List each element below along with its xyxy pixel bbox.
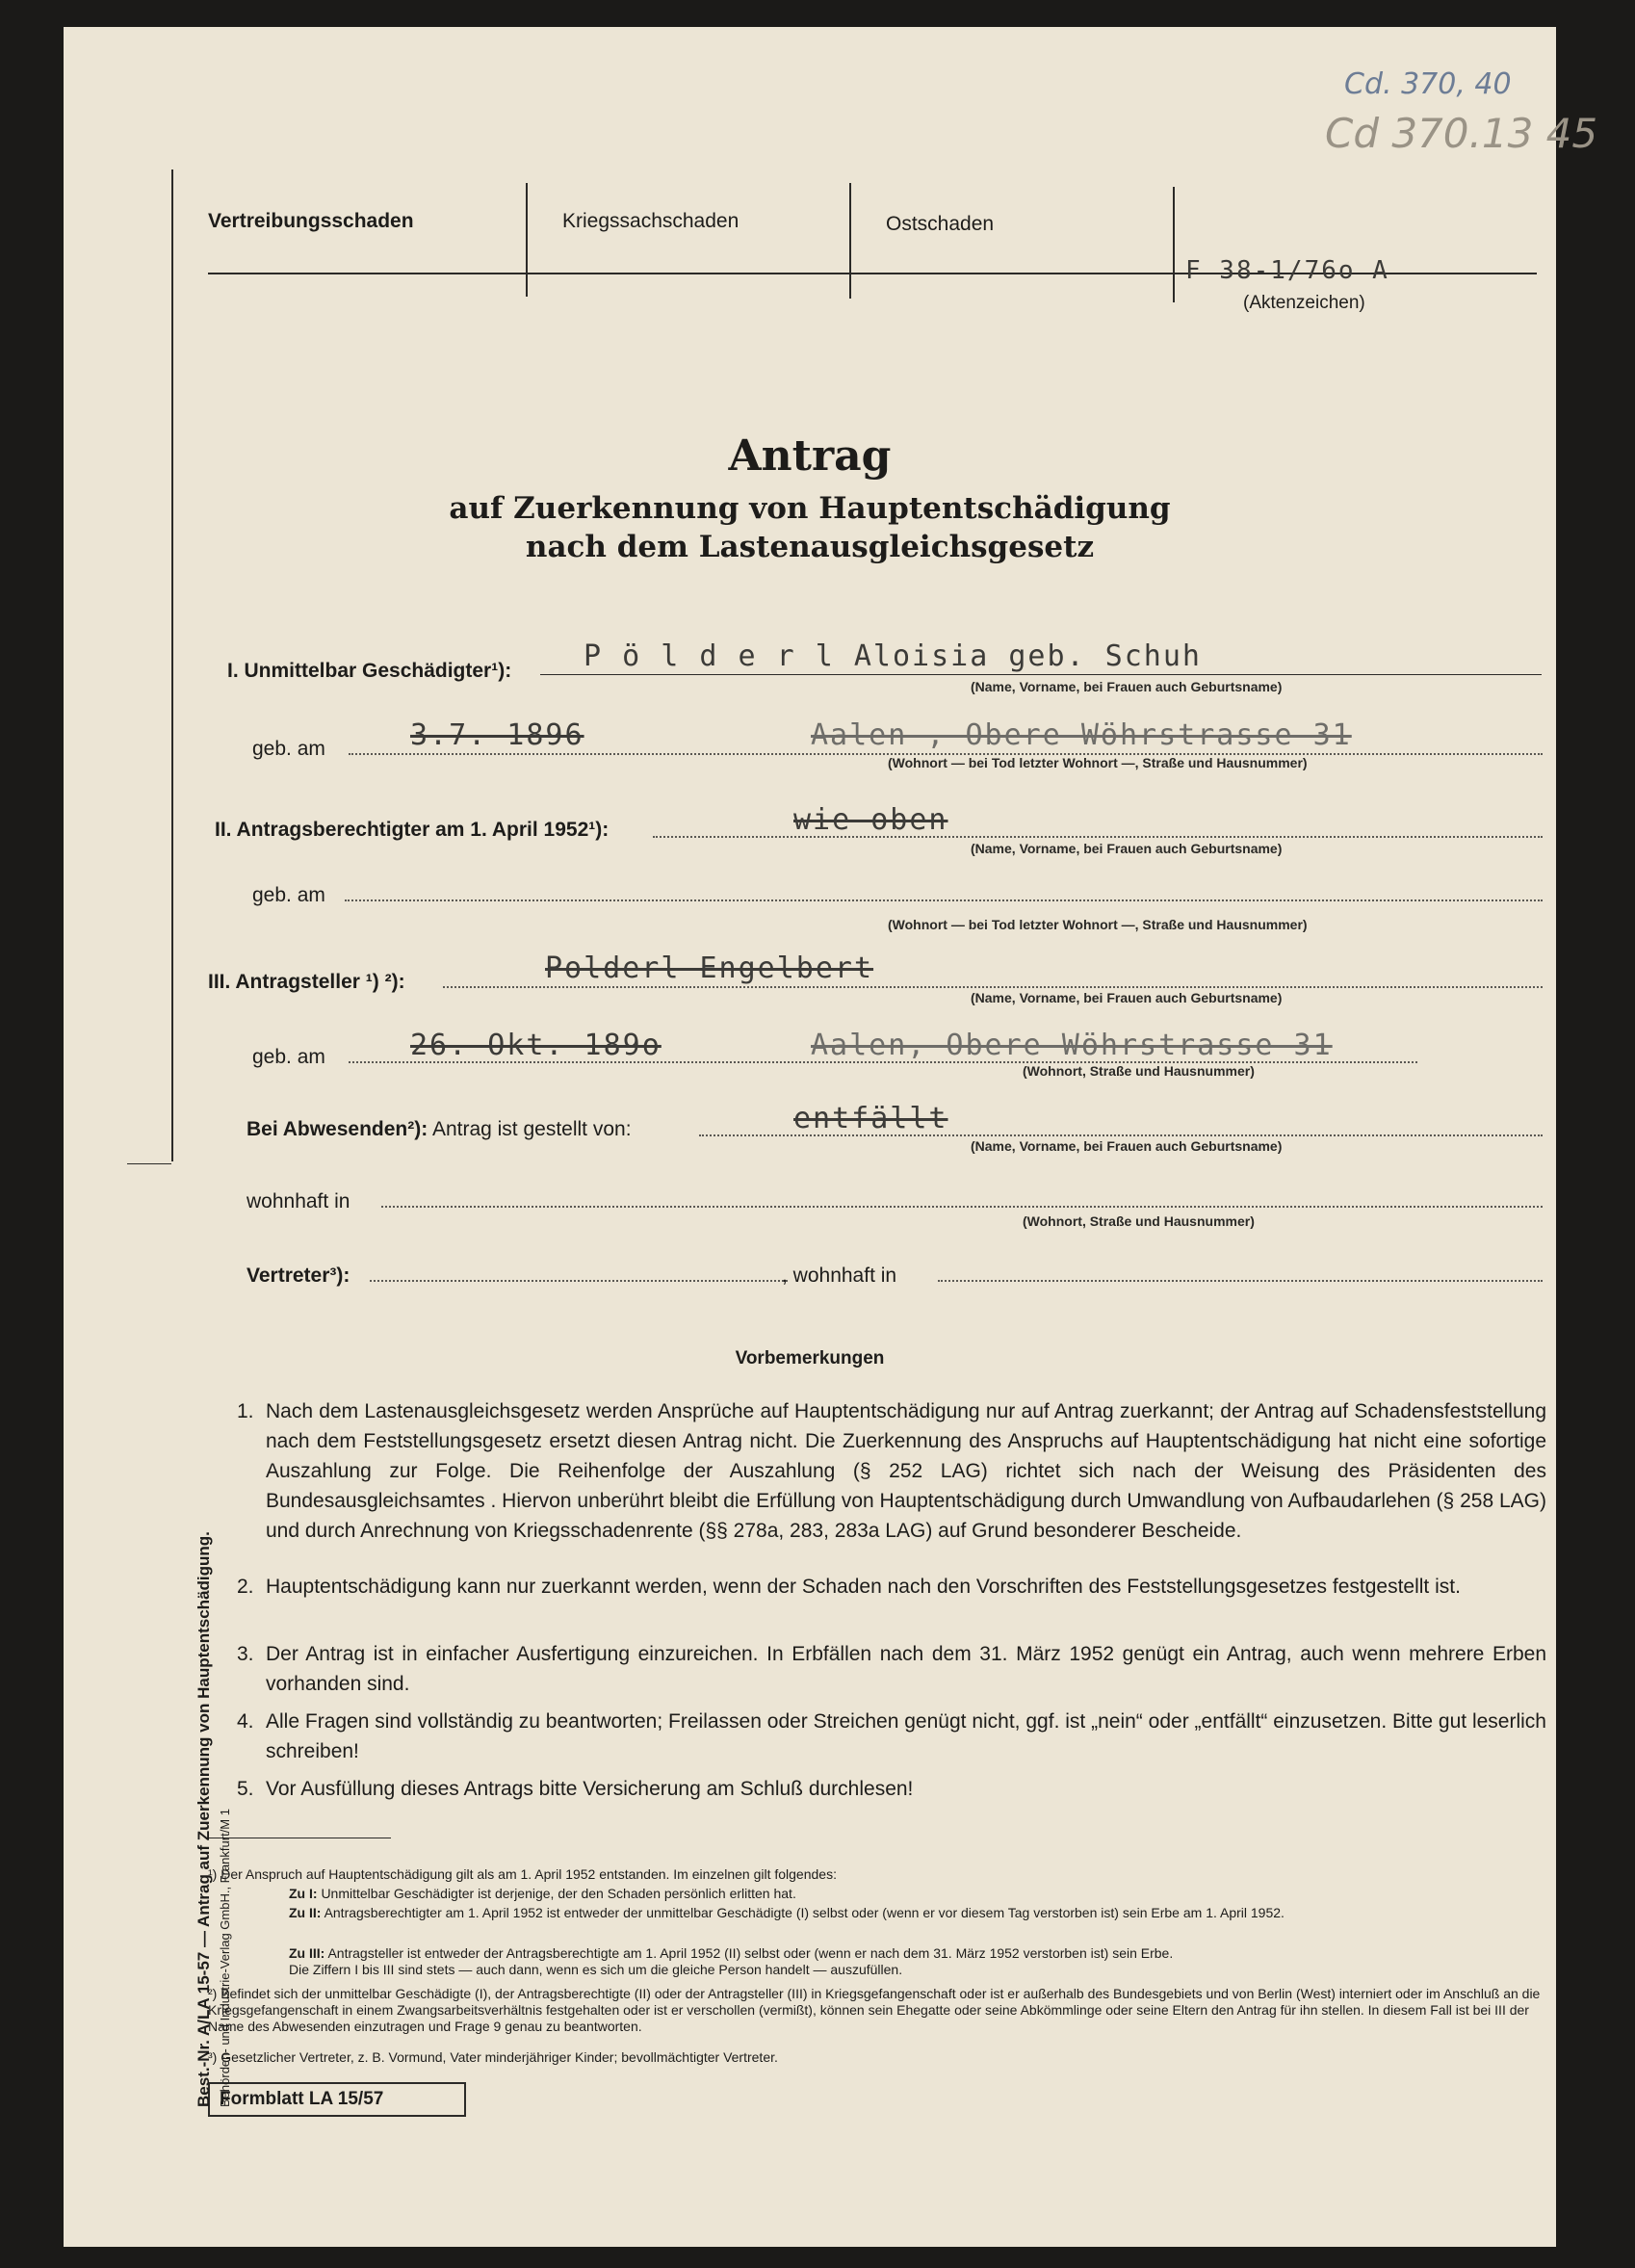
- title-line-3: nach dem Lastenausgleichsgesetz: [525, 530, 1095, 564]
- footnote-zu2-text: Antragsberechtigter am 1. April 1952 ist entweder der unmittelbar Geschädigte (I) selbst oder (wenn er vor diesem Tag verstorben ist) sein Erbe am 1. April 1952.: [324, 1905, 1285, 1920]
- remark-1-num: 1.: [237, 1400, 254, 1422]
- hint-name-2: (Name, Vorname, bei Frauen auch Geburtsname): [971, 841, 1283, 856]
- footnote-zu1-label: Zu I:: [289, 1886, 318, 1901]
- abwesenden-value: entfällt: [793, 1102, 948, 1135]
- section-1-name-line: [540, 674, 1542, 675]
- hint-wohnort-tod-2: (Wohnort — bei Tod letzter Wohnort —, Straße und Hausnummer): [888, 917, 1308, 932]
- aktenzeichen-value: F 38-1/76o A: [1185, 256, 1389, 285]
- section-3-birthdate: 26. Okt. 189o: [410, 1029, 662, 1062]
- footnote-zu2: [289, 1905, 1550, 1921]
- header-divider-3: [1173, 187, 1175, 302]
- formblatt-box: Formblatt LA 15/57: [208, 2082, 466, 2117]
- header-ostschaden: Ostschaden: [886, 213, 995, 235]
- section-3-name: Polderl Engelbert: [545, 952, 874, 985]
- section-2-value: wie oben: [793, 803, 948, 837]
- footnote-zu2-label: Zu II:: [289, 1905, 322, 1920]
- footnote-zu3-label: Zu III:: [289, 1945, 325, 1961]
- abwesenden-label-rest: Antrag ist gestellt von:: [431, 1118, 632, 1140]
- remark-5: [237, 1774, 1546, 1804]
- remark-5-num: 5.: [237, 1778, 254, 1800]
- remark-2: [237, 1572, 1546, 1602]
- vertreter-label: Vertreter³):: [247, 1264, 350, 1287]
- abwesenden-line: [699, 1134, 1543, 1136]
- footnote-zu3-text: Antragsteller ist entweder der Antragsberechtigte am 1. April 1952 (II) selbst oder (wenn er nach dem 31. März 1952 verstorben ist) sein Erbe.: [327, 1945, 1174, 1961]
- footnote-zu3-line2: Die Ziffern I bis III sind stets — auch dann, wenn es sich um die gleiche Person handelt — auszufüllen.: [289, 1962, 903, 1977]
- remark-4-text: Alle Fragen sind vollständig zu beantworten; Freilassen oder Streichen genügt nicht, ggf. ist „nein“ oder „entfällt“ einzusetzen. Bitte gut leserlich schreiben!: [266, 1710, 1546, 1762]
- title-line-2: auf Zuerkennung von Hauptentschädigung: [449, 491, 1171, 526]
- handwritten-note-2: Cd 370.13 45: [1325, 110, 1598, 157]
- wohnhaft-label: wohnhaft in: [247, 1190, 350, 1212]
- remark-2-text: Hauptentschädigung kann nur zuerkannt werden, wenn der Schaden nach den Vorschriften des Feststellungsgesetzes festgestellt ist.: [266, 1576, 1461, 1598]
- remark-5-text: Vor Ausfüllung dieses Antrags bitte Versicherung am Schluß durchlesen!: [266, 1778, 914, 1800]
- header-kriegssachschaden: Kriegssachschaden: [562, 210, 740, 232]
- footnote-zu1: [289, 1886, 1550, 1902]
- fold-mark: [127, 1163, 171, 1164]
- remark-3-num: 3.: [237, 1643, 254, 1665]
- footnote-2: ²) Befindet sich der unmittelbar Geschädigte (I), der Antragsberechtigte (II) oder der Antragsteller (III) in Kriegsgefangenschaft oder ist er außerhalb des Bundesgebiets und von Berlin (West) interniert oder im Anschluß an die Kriegsgefangenschaft in einem Zwangsarbeitsverhältnis festgehalten oder ist er verschollen (vermißt), können sein Ehegatte oder seine Abkömmlinge oder seine Eltern den Antrag für ihn stellen. In diesem Fall ist bei III der Name des Abwesenden einzutragen und Frage 9 genau zu beantworten.: [208, 1986, 1541, 2034]
- footnote-zu1-text: Unmittelbar Geschädigter ist derjenige, der den Schaden persönlich erlitten hat.: [321, 1886, 796, 1901]
- footnote-zu3: [289, 1945, 1550, 1962]
- section-1-geb-label: geb. am: [252, 738, 325, 760]
- section-3-label: III. Antragsteller ¹) ²):: [208, 971, 405, 993]
- hint-name-1: (Name, Vorname, bei Frauen auch Geburtsname): [971, 679, 1283, 694]
- header-vertreibungsschaden: Vertreibungsschaden: [208, 210, 414, 232]
- section-2-name-line: [653, 836, 1543, 838]
- footnote-1: ¹) Der Anspruch auf Hauptentschädigung gilt als am 1. April 1952 entstanden. Im einzelnen gilt folgendes:: [208, 1866, 837, 1882]
- abwesenden-label: [247, 1118, 632, 1141]
- section-1-label: I. Unmittelbar Geschädigter¹):: [227, 660, 512, 682]
- vertreter-line: [370, 1280, 788, 1282]
- hint-wohnort-tod-1: (Wohnort — bei Tod letzter Wohnort —, Straße und Hausnummer): [888, 755, 1308, 770]
- sidebar-order-info: [195, 1531, 232, 2107]
- hint-wohnort-3: (Wohnort, Straße und Hausnummer): [1023, 1063, 1255, 1079]
- sidebar-line-1: Best.-Nr. A/LA 15-57 — Antrag auf Zuerkennung von Hauptentschädigung.: [195, 1531, 213, 2107]
- wohnhaft-line: [381, 1206, 1543, 1208]
- handwritten-note-1: Cd. 370, 40: [1344, 67, 1512, 101]
- hint-name-3: (Name, Vorname, bei Frauen auch Geburtsname): [971, 990, 1283, 1005]
- vorbemerkungen-heading: Vorbemerkungen: [735, 1348, 885, 1369]
- footnote-3: ³) Gesetzlicher Vertreter, z. B. Vormund, Vater minderjähriger Kinder; bevollmächtigter Vertreter.: [208, 2049, 778, 2065]
- hint-name-4: (Name, Vorname, bei Frauen auch Geburtsname): [971, 1138, 1283, 1154]
- sidebar-line-2: Behörden- und Industrie-Verlag GmbH., Frankfurt/M 1: [218, 1809, 232, 2107]
- document-page: [64, 27, 1598, 2247]
- section-3-name-line: [443, 986, 1543, 988]
- remark-3-text: Der Antrag ist in einfacher Ausfertigung einzureichen. In Erbfällen nach dem 31. März 1952 genügt ein Antrag, auch wenn mehrere Erben vorhanden sind.: [266, 1643, 1546, 1695]
- hint-wohnort-4: (Wohnort, Straße und Hausnummer): [1023, 1213, 1255, 1229]
- remark-1-text: Nach dem Lastenausgleichsgesetz werden Ansprüche auf Hauptentschädigung nur auf Antrag zuerkannt; der Antrag auf Schadensfeststellung nach dem Feststellungsgesetz ersetzt diesen Antrag nicht. Die Zuerkennung des Anspruchs auf Hauptentschädigung hat nicht eine sofortige Auszahlung zur Folge. Die Reihenfolge der Auszahlung (§ 252 LAG) richtet sich nach der Weisung des Präsidenten des Bundesausgleichsamtes . Hiervon unberührt bleibt die Erfüllung von Hauptentschädigung durch Umwandlung von Aufbaudarlehen (§ 258 LAG) und durch Anrechnung von Kriegsschadenrente (§§ 278a, 283, 283a LAG) auf Grund besonderer Bescheide.: [266, 1400, 1546, 1542]
- section-2-geb-label: geb. am: [252, 884, 325, 906]
- remark-4: [237, 1707, 1546, 1766]
- vertreter-wohnhaft-label: , wohnhaft in: [782, 1264, 897, 1287]
- remark-4-num: 4.: [237, 1710, 254, 1733]
- remark-3: [237, 1639, 1546, 1699]
- section-1-birthdate: 3.7. 1896: [410, 718, 584, 752]
- remark-2-num: 2.: [237, 1576, 254, 1598]
- section-1-name: P ö l d e r l Aloisia geb. Schuh: [584, 639, 1202, 673]
- section-1-address: Aalen , Obere Wöhrstrasse 31: [811, 718, 1352, 752]
- header-divider-2: [849, 183, 851, 299]
- remark-1: [237, 1396, 1546, 1546]
- abwesenden-label-bold: Bei Abwesenden²):: [247, 1118, 428, 1140]
- section-3-geb-label: geb. am: [252, 1046, 325, 1068]
- page-title: Antrag: [728, 431, 892, 481]
- vertreter-wohnhaft-line: [938, 1280, 1543, 1282]
- header-divider-1: [526, 183, 528, 297]
- section-2-geb-line: [345, 899, 1543, 901]
- section-3-address: Aalen, Obere Wöhrstrasse 31: [811, 1029, 1333, 1062]
- section-2-label: II. Antragsberechtigter am 1. April 1952¹):: [215, 819, 610, 841]
- left-margin-rule: [171, 169, 173, 1161]
- aktenzeichen-label: (Aktenzeichen): [1243, 293, 1365, 313]
